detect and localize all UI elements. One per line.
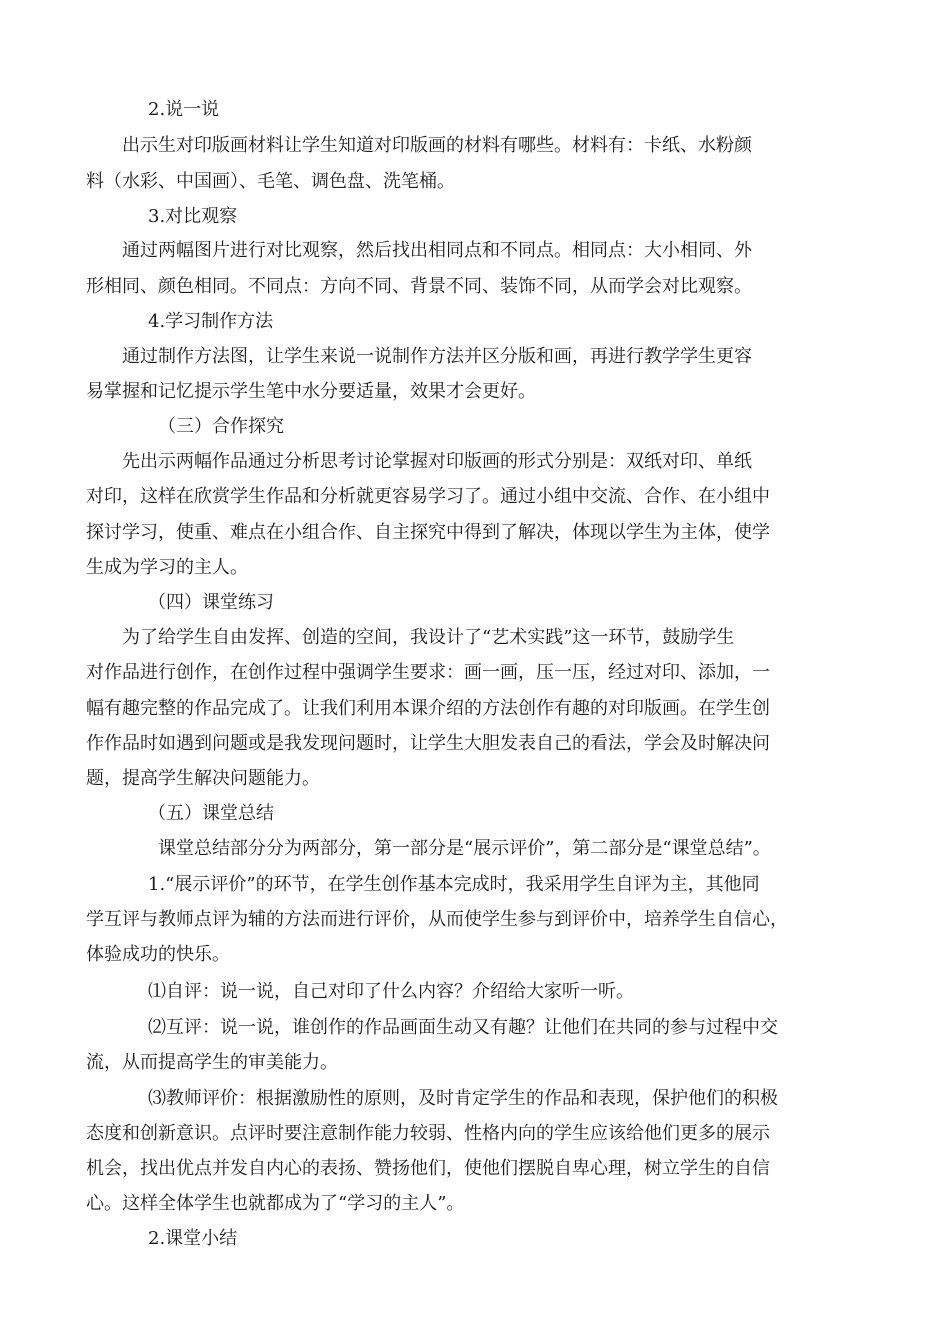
paragraph-line: 易掌握和记忆提示学生笔中水分要适量，效果才会更好。 [86, 381, 536, 402]
paragraph-line: 态度和创新意识。点评时要注意制作能力较弱、性格内向的学生应该给他们更多的展示 [86, 1123, 770, 1144]
paragraph-line: 题，提高学生解决问题能力。 [86, 768, 320, 789]
section-heading: （五）课堂总结 [148, 803, 274, 824]
paragraph-line: 体验成功的快乐。 [86, 944, 230, 965]
paragraph-line: 对作品进行创作，在创作过程中强调学生要求：画一画，压一压，经过对印、添加，一 [86, 662, 770, 683]
paragraph-line: 幅有趣完整的作品完成了。让我们利用本课介绍的方法创作有趣的对印版画。在学生创 [86, 698, 770, 719]
paragraph-line: 为了给学生自由发挥、创造的空间，我设计了“艺术实践”这一环节，鼓励学生 [122, 627, 735, 648]
heading-compare: 3.对比观察 [148, 206, 238, 227]
paragraph-line: 探讨学习，使重、难点在小组合作、自主探究中得到了解决，体现以学生为主体，使学 [86, 522, 770, 543]
section-heading: （四）课堂练习 [148, 592, 274, 613]
paragraph-line: 对印，这样在欣赏学生作品和分析就更容易学习了。通过小组中交流、合作、在小组中 [86, 486, 770, 507]
heading-method: 4.学习制作方法 [148, 311, 274, 332]
paragraph-line: 生成为学习的主人。 [86, 557, 248, 578]
paragraph-line: 1.“展示评价”的环节，在学生创作基本完成时，我采用学生自评为主，其他同 [148, 874, 760, 895]
paragraph-line: 通过两幅图片进行对比观察，然后找出相同点和不同点。相同点：大小相同、外 [122, 240, 752, 261]
paragraph-line: 先出示两幅作品通过分析思考讨论掌握对印版画的形式分别是：双纸对印、单纸 [122, 451, 752, 472]
list-item: ⑵互评：说一说，谁创作的作品画面生动又有趣？让他们在共同的参与过程中交 [148, 1017, 778, 1038]
paragraph-line: 出示生对印版画材料让学生知道对印版画的材料有哪些。材料有：卡纸、水粉颜 [122, 135, 752, 156]
paragraph-line: 料（水彩、中国画）、毛笔、调色盘、洗笔桶。 [86, 171, 455, 192]
list-item: ⑴自评：说一说，自己对印了什么内容？介绍给大家听一听。 [148, 981, 634, 1002]
list-item: ⑶教师评价：根据激励性的原则，及时肯定学生的作品和表现，保护他们的积极 [148, 1088, 778, 1109]
paragraph-line: 学互评与教师点评为辅的方法而进行评价，从而使学生参与到评价中，培养学生自信心， [86, 909, 788, 930]
heading-say: 2.说一说 [148, 99, 220, 120]
paragraph-line: 课堂总结部分分为两部分，第一部分是“展示评价”，第二部分是“课堂总结”。 [158, 838, 771, 859]
paragraph-line: 通过制作方法图，让学生来说一说制作方法并区分版和画，再进行教学学生更容 [122, 346, 752, 367]
paragraph-line: 机会，找出优点并发自内心的表扬、赞扬他们，使他们摆脱自卑心理，树立学生的自信 [86, 1158, 770, 1179]
paragraph-line: 心。这样全体学生也就都成为了“学习的主人”。 [86, 1193, 465, 1214]
paragraph-line: 作作品时如遇到问题或是我发现问题时，让学生大胆发表自己的看法，学会及时解决问 [86, 733, 770, 754]
paragraph-line: 形相同、颜色相同。不同点：方向不同、背景不同、装饰不同，从而学会对比观察。 [86, 276, 752, 297]
heading-summary: 2.课堂小结 [148, 1228, 238, 1249]
section-heading: （三）合作探究 [158, 416, 284, 437]
paragraph-line: 流，从而提高学生的审美能力。 [86, 1052, 338, 1073]
